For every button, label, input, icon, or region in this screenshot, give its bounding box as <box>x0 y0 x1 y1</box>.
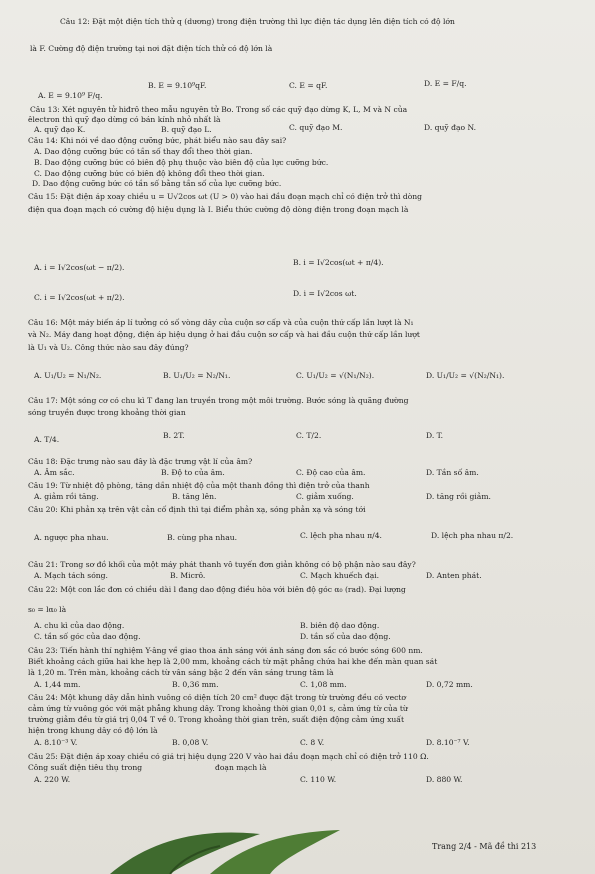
q21-option-a: A. Mạch tách sóng. <box>34 571 108 580</box>
q21-option-d: D. Anten phát. <box>426 571 482 580</box>
q18-option-c: C. Độ cao của âm. <box>296 468 366 477</box>
q25-option-d: D. 880 W. <box>426 775 463 784</box>
q16-option-d: D. U₁/U₂ = √(N₂/N₁). <box>426 371 505 380</box>
q23-option-d: D. 0,72 mm. <box>426 680 473 689</box>
page-footer: Trang 2/4 - Mã đề thi 213 <box>432 842 537 851</box>
q20-option-d: D. lệch pha nhau π/2. <box>431 531 514 540</box>
q24-stem-line4: hiện trong khung dây có độ lớn là <box>28 726 158 735</box>
q18-option-b: B. Độ to của âm. <box>161 468 225 477</box>
q22-option-b: B. biên độ dao động. <box>300 621 380 630</box>
q25-stem-line2-end: đoạn mạch là <box>215 763 267 772</box>
q23-stem-line1: Câu 23: Tiến hành thí nghiệm Y-âng về giao thoa ánh sáng với ánh sáng đơn sắc có bước sóng 600 nm. <box>28 646 423 655</box>
q23-option-c: C. 1,08 mm. <box>300 680 347 689</box>
q16-option-b: B. U₁/U₂ = N₂/N₁. <box>163 371 231 380</box>
q18-option-a: A. Âm sắc. <box>34 468 75 477</box>
q14-option-b: B. Dao động cưỡng bức có biên độ phụ thuộc vào biên độ của lực cưỡng bức. <box>34 158 329 167</box>
q14-option-a: A. Dao động cưỡng bức có tần số thay đổi theo thời gian. <box>34 147 253 156</box>
q20-option-c: C. lệch pha nhau π/4. <box>300 531 382 540</box>
q20-option-b: B. cùng pha nhau. <box>167 533 238 542</box>
q13-option-b: B. quỹ đạo L. <box>161 125 212 134</box>
q12-option-b: B. E = 9.10⁹qF. <box>148 81 207 90</box>
q12-option-c: C. E = qF. <box>289 81 328 90</box>
q16-stem-line1: Câu 16: Một máy biến áp lí tưởng có số vòng dây của cuộn sơ cấp và của cuộn thứ cấp lần lượt là N₁ <box>28 318 414 327</box>
q14-stem: Câu 14: Khi nói về dao động cưỡng bức, phát biểu nào sau đây sai? <box>28 136 287 145</box>
q22-stem-line1: Câu 22: Một con lắc đơn có chiều dài l đang dao động điều hòa với biên độ góc α₀ (rad). Đại lượng <box>28 585 406 594</box>
q25-option-a: A. 220 W. <box>34 775 71 784</box>
q25-stem-line2-start: Công suất điện tiêu thụ trong <box>28 763 143 772</box>
q15-stem-line2: điện qua đoạn mạch có cường độ hiệu dụng là I. Biểu thức cường độ dòng điện trong đoạn mạch là <box>28 205 409 214</box>
q22-option-d: D. tần số của dao động. <box>300 632 391 641</box>
q12-stem-line2: là F. Cường độ điện trường tại nơi đặt điện tích thử có độ lớn là <box>30 44 273 53</box>
q24-stem-line1: Câu 24: Một khung dây dẫn hình vuông có diện tích 20 cm² được đặt trong từ trường đều có vectơ <box>28 693 407 702</box>
q12-option-d: D. E = F/q. <box>424 79 467 88</box>
q18-option-d: D. Tần số âm. <box>426 468 479 477</box>
q15-stem-line1: Câu 15: Đặt điện áp xoay chiều u = U√2cos ωt (U > 0) vào hai đầu đoạn mạch chỉ có điện trở thì dòng <box>28 192 423 201</box>
q19-option-d: D. tăng rồi giảm. <box>426 492 491 501</box>
q24-stem-line2: cảm ứng từ vuông góc với mặt phẳng khung dây. Trong khoảng thời gian 0,01 s, cảm ứng từ của từ <box>28 704 408 713</box>
q13-stem-line2: êlectron thì quỹ đạo dừng có bán kính nhỏ nhất là <box>28 115 221 124</box>
q22-option-c: C. tần số góc của dao động. <box>34 632 141 641</box>
q21-stem: Câu 21: Trong sơ đồ khối của một máy phát thanh vô tuyến đơn giản không có bộ phận nào sau đây? <box>28 560 416 569</box>
q17-option-b: B. 2T. <box>163 431 185 440</box>
q20-option-a: A. ngược pha nhau. <box>34 533 109 542</box>
q24-option-c: C. 8 V. <box>300 738 325 747</box>
q12-stem-line1: Câu 12: Đặt một điện tích thử q (dương) trong điện trường thì lực điện tác dụng lên điện tích có độ lớn <box>60 17 455 26</box>
q16-option-c: C. U₁/U₂ = √(N₁/N₂). <box>296 371 375 380</box>
q17-stem-line1: Câu 17: Một sóng cơ có chu kì T đang lan truyền trong một môi trường. Bước sóng là quãng đường <box>28 396 409 405</box>
q23-option-b: B. 0,36 mm. <box>172 680 219 689</box>
q24-option-d: D. 8.10⁻⁷ V. <box>426 738 470 747</box>
q23-stem-line2: Biết khoảng cách giữa hai khe hẹp là 2,00 mm, khoảng cách từ mặt phẳng chứa hai khe đến màn quan sát <box>28 657 438 666</box>
q23-option-a: A. 1,44 mm. <box>34 680 81 689</box>
q19-option-a: A. giảm rồi tăng. <box>34 492 99 501</box>
q19-option-c: C. giảm xuống. <box>296 492 354 501</box>
q21-option-b: B. Micrô. <box>170 571 206 580</box>
q22-option-a: A. chu kì của dao động. <box>34 621 125 630</box>
q17-option-c: C. T/2. <box>296 431 322 440</box>
q25-stem-line1: Câu 25: Đặt điện áp xoay chiều có giá trị hiệu dụng 220 V vào hai đầu đoạn mạch chỉ có điện trở 110 Ω. <box>28 752 429 761</box>
q15-option-a: A. i = I√2cos(ωt − π/2). <box>34 263 125 272</box>
q12-option-a: A. E = 9.10⁹ F/q. <box>38 91 103 100</box>
q20-stem: Câu 20: Khi phản xạ trên vật cản cố định thì tại điểm phản xạ, sóng phản xạ và sóng tới <box>28 505 366 514</box>
q13-option-a: A. quỹ đạo K. <box>34 125 86 134</box>
q19-stem: Câu 19: Từ nhiệt độ phòng, tăng dần nhiệt độ của một thanh đồng thì điện trở của thanh <box>28 481 370 490</box>
plant-leaf-overlay <box>110 820 340 874</box>
q13-option-d: D. quỹ đạo N. <box>424 123 477 132</box>
q24-option-b: B. 0,08 V. <box>172 738 209 747</box>
q15-option-d: D. i = I√2cos ωt. <box>293 289 357 298</box>
q24-option-a: A. 8.10⁻³ V. <box>34 738 78 747</box>
q17-stem-line2: sóng truyền được trong khoảng thời gian <box>28 408 186 417</box>
q14-option-c: C. Dao động cưỡng bức có biên độ không đổi theo thời gian. <box>34 169 265 178</box>
q24-stem-line3: trường giảm đều từ giá trị 0,04 T về 0. Trong khoảng thời gian trên, suất điện động cảm ứng xuất <box>28 715 405 724</box>
q15-option-c: C. i = I√2cos(ωt + π/2). <box>34 293 125 302</box>
q13-stem-line1: Câu 13: Xét nguyên tử hiđrô theo mẫu nguyên tử Bo. Trong số các quỹ đạo dừng K, L, M và N của <box>30 105 408 114</box>
q14-option-d: D. Dao động cưỡng bức có tần số bằng tần số của lực cưỡng bức. <box>32 179 282 188</box>
q17-option-d: D. T. <box>426 431 444 440</box>
q17-option-a: A. T/4. <box>34 435 60 444</box>
q23-stem-line3: là 1,20 m. Trên màn, khoảng cách từ vân sáng bậc 2 đến vân sáng trung tâm là <box>28 668 334 677</box>
q21-option-c: C. Mạch khuếch đại. <box>300 571 380 580</box>
q15-option-b: B. i = I√2cos(ωt + π/4). <box>293 258 384 267</box>
q16-option-a: A. U₁/U₂ = N₁/N₂. <box>34 371 102 380</box>
q22-stem-line2: s₀ = lα₀ là <box>28 605 67 614</box>
q19-option-b: B. tăng lên. <box>172 492 217 501</box>
q13-option-c: C. quỹ đạo M. <box>289 123 343 132</box>
q16-stem-line3: là U₁ và U₂. Công thức nào sau đây đúng? <box>28 343 189 352</box>
q16-stem-line2: và N₂. Máy đang hoạt động, điện áp hiệu dụng ở hai đầu cuộn sơ cấp và hai đầu cuộn thứ cấp lần lượt <box>28 330 420 339</box>
q25-option-c: C. 110 W. <box>300 775 337 784</box>
q18-stem: Câu 18: Đặc trưng nào sau đây là đặc trưng vật lí của âm? <box>28 457 253 466</box>
